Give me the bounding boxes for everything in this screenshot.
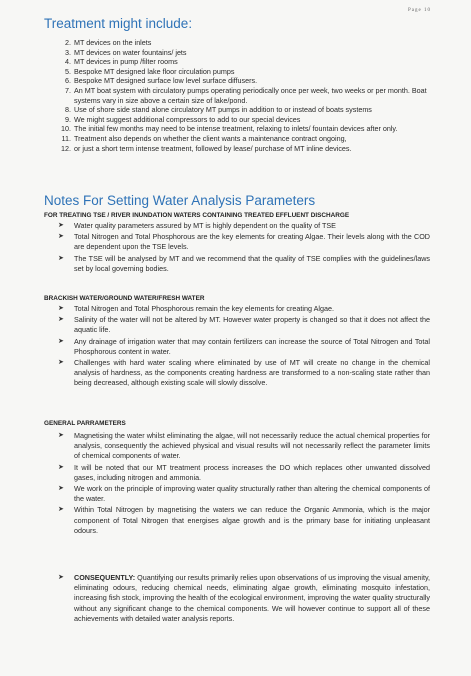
arrow-bullet-icon: ➤ [58,337,64,345]
list-item [60,144,438,154]
list-item [58,254,430,274]
treatment-list [60,38,438,153]
item-text: The initial few months may need to be intense treatment, relaxing to inlets/ fountain devices after only. [74,124,398,134]
item-number: 5. [65,66,71,76]
list-item [60,134,438,144]
item-number: 7. [65,85,71,95]
item-number: 3. [65,47,71,57]
consequently-label: CONSEQUENTLY: [74,573,136,582]
list-item [60,38,438,48]
arrow-bullet-icon: ➤ [58,485,64,493]
item-text: We work on the principle of improving water quality structurally rather than altering the chemical components of the water. [74,484,430,504]
item-text: An MT boat system with circulatory pumps operating periodically once per week, two weeks or per month. Boat systems vary in size above a certain size of lake/pond. [74,85,427,105]
list-item [58,463,430,483]
brackish-list [58,304,430,390]
list-item [60,105,438,115]
list-item [58,232,430,252]
item-text: Any drainage of irrigation water that may contain fertilizers can increase the source of Total Nitrogen and Total Phosphorous content in water. [74,336,430,356]
arrow-bullet-icon: ➤ [58,222,64,229]
list-item [58,484,430,504]
list-item [60,67,438,77]
item-text: Treatment also depends on whether the client wants a maintenance contract ongoing, [74,133,347,143]
general-list [58,431,430,537]
list-item [58,315,430,335]
page-number: Page 10 [408,8,431,13]
item-number: 11. [61,133,71,143]
consequently-text: Quantifying our results primarily relies upon observations of us improving the visual amenity, eliminating odours, reducing chemical needs, eliminating algae growth, eliminating mosquito infestation, increasing fish stock, improving the health of the ecological environment, improving the water quality structurally without any significant change to the chemical components. We will however continue to support all of these achievements with detailed water analysis reports. [74,573,430,623]
notes-heading: Notes For Setting Water Analysis Parameters [44,193,316,208]
item-text: The TSE will be analysed by MT and we recommend that the quality of TSE complies with the guidelines/laws set by local governing bodies. [74,253,430,273]
list-item [60,124,438,134]
item-number: 9. [65,114,71,124]
list-item [58,505,430,536]
item-text: MT devices on the inlets [74,38,152,47]
list-item [58,431,430,462]
item-text: Bespoke MT designed surface low level surface diffusers. [74,76,258,86]
consequently-list [58,573,430,625]
item-text: MT devices in pump /filter rooms [74,57,178,67]
list-item [60,76,438,86]
item-number: 10. [61,124,71,134]
item-text: Within Total Nitrogen by magnetising the waters we can reduce the Organic Ammonia, which is the major component of Total Nitrogen that energises algae growth and is the primary base for initiating unpleasant odours. [74,505,430,535]
item-text: Magnetising the water whilst eliminating the algae, will not necessarily reduce the actual chemical properties for analysis, consequently the achieved physical and visual results will not necessarily reflect the parameter limits of chemical components of water. [74,431,430,461]
list-item [58,304,430,314]
item-number: 6. [65,76,71,86]
list-item [60,86,438,105]
tse-list [58,221,430,275]
arrow-bullet-icon: ➤ [58,506,64,514]
item-text: Use of shore side stand alone circulatory MT pumps in addition to or instead of boats systems [74,105,372,115]
treatment-heading: Treatment might include: [44,16,193,31]
item-number: 2. [65,38,71,47]
item-text: Bespoke MT designed lake floor circulation pumps [74,66,235,76]
list-item [58,221,430,231]
arrow-bullet-icon: ➤ [58,305,64,312]
item-number: 8. [65,105,71,115]
arrow-bullet-icon: ➤ [58,254,64,262]
item-number: 12. [61,143,71,153]
list-item [60,48,438,58]
item-text: Total Nitrogen and Total Phosphorous remain the key elements for creating Algae. [74,304,334,313]
arrow-bullet-icon: ➤ [58,233,64,241]
arrow-bullet-icon: ➤ [58,574,64,581]
arrow-bullet-icon: ➤ [58,316,64,324]
arrow-bullet-icon: ➤ [58,463,64,471]
item-text: Total Nitrogen and Total Phosphorous are the key elements for creating Algae. Their levels along with the COD are dependent upon the TSE levels. [74,232,430,252]
arrow-bullet-icon: ➤ [58,359,64,367]
list-item [58,358,430,389]
item-text: Challenges with hard water scaling where eliminated by use of MT will create no change in the chemical analysis of hardness, as the components creating hardness are transformed to a non-scaling state rather than being decreased, although existing scale will slowly dissolve. [74,358,430,388]
arrow-bullet-icon: ➤ [58,432,64,439]
item-text: It will be noted that our MT treatment process increases the DO which replaces other unwanted dissolved gases, including nitrogen and ammonia. [74,462,430,482]
item-number: 4. [65,57,71,67]
item-text: Water quality parameters assured by MT is highly dependent on the quality of TSE [74,221,336,230]
general-subheading: GENERAL PARRAMETERS [44,420,126,427]
item-text: MT devices on water fountains/ jets [74,47,187,57]
list-item [60,115,438,125]
consequently-item [58,573,430,624]
item-text: or just a short term intense treatment, followed by lease/ purchase of MT inline devices. [74,143,352,153]
list-item [58,337,430,357]
item-text: We might suggest additional compressors to add to our special devices [74,114,301,124]
list-item [60,57,438,67]
brackish-subheading: BRACKISH WATER/GROUND WATER/FRESH WATER [44,295,205,302]
item-text: Salinity of the water will not be altered by MT. However water property is changed so that it does not affect the aquatic life. [74,315,430,335]
tse-subheading: FOR TREATING TSE / RIVER INUNDATION WATERS CONTAINING TREATED EFFLUENT DISCHARGE [44,212,350,219]
